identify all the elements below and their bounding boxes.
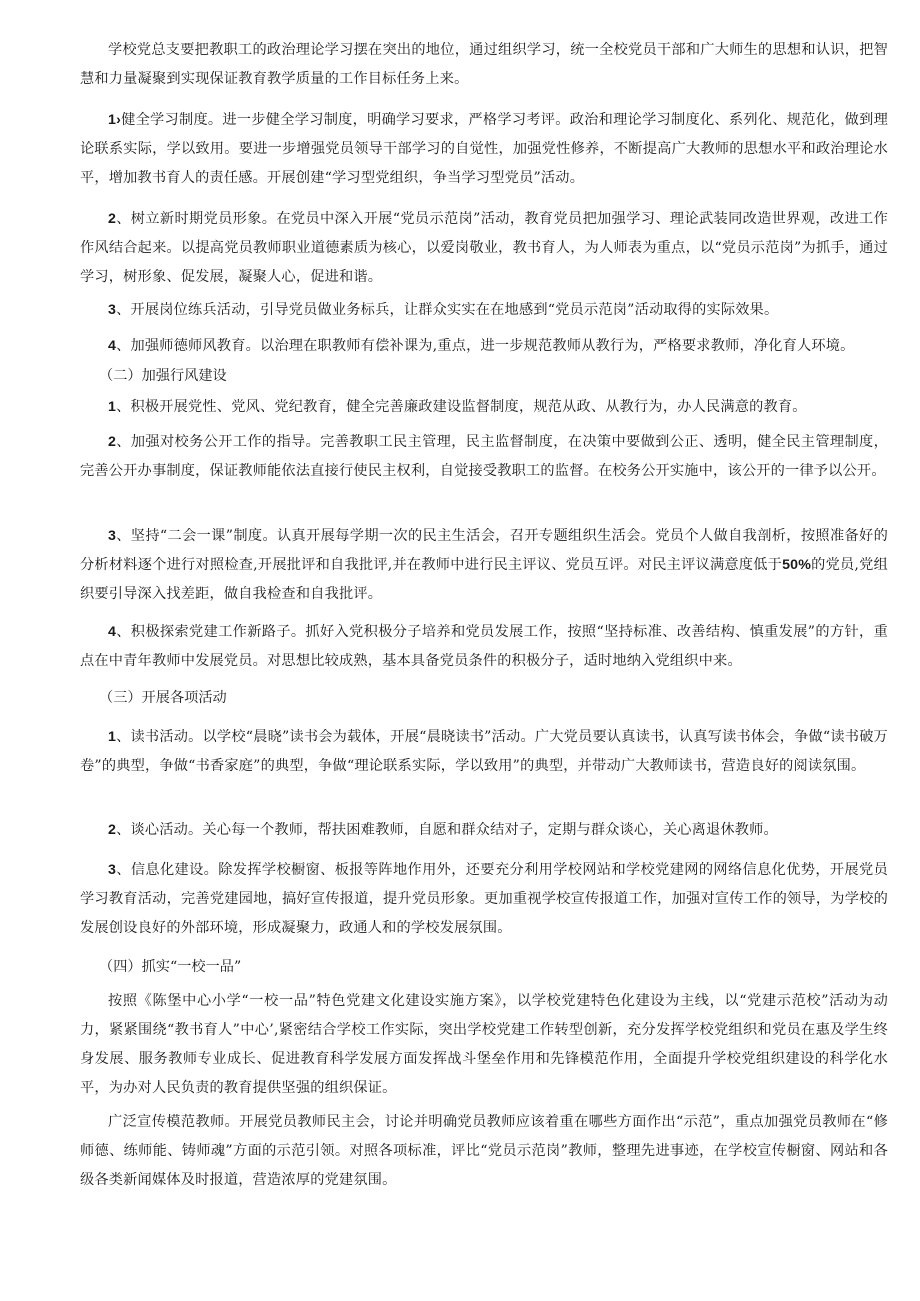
item-text: 、信息化建设。除发挥学校橱窗、板报等阵地作用外，还要充分利用学校网站和学校党建网的网络信息化优势，开展党员学习教育活动，完善党建园地，搞好宣传报道，提升党员形象。更加重视学校宣传报道工作，加强对宣传工作的领导，为学校的发展创设良好的外部环境，形成凝聚力，政通人和的学校发展氛围。: [80, 862, 888, 936]
s2-item-4: [80, 618, 888, 676]
item-number: 3: [108, 302, 117, 318]
item-text: 、加强对校务公开工作的指导。完善教职工民主管理，民主监督制度，在决策中要做到公正、透明，健全民主管理制度，完善公开办事制度，保证教师能依法直接行使民主权利，自觉接受教职工的监督。在校务公开实施中，该公开的一律予以公开。: [80, 434, 888, 479]
s3-item-2: [80, 816, 888, 845]
section-heading-4: （四）抓实“一校一品”: [99, 959, 242, 975]
s3-item-1: [80, 723, 888, 781]
item-text: 、读书活动。以学校“晨晓”读书会为载体，开展“晨晓读书”活动。广大党员要认真读书，认真写读书体会，争做“读书破万卷”的典型，争做“书香家庭”的典型，争做“理论联系实际，学以致用”的典型，并带动广大教师读书，营造良好的阅读氛围。: [80, 729, 888, 774]
item-number: 4: [108, 624, 117, 640]
item-number: 2: [108, 822, 117, 838]
item-text: 、开展岗位练兵活动，引导党员做业务标兵，让群众实实在在地感到“党员示范岗”活动取得的实际效果。: [116, 302, 779, 318]
item-text: 、树立新时期党员形象。在党员中深入开展“党员示范岗”活动，教育党员把加强学习、理论武装同改造世界观，改进工作作风结合起来。以提高党员教师职业道德素质为核心，以爱岗敬业，教书育人，为人师表为重点，以“党员示范岗”为抓手，通过学习，树形象、促发展，凝聚人心，促进和谐。: [80, 211, 888, 285]
item-number: 1: [108, 729, 117, 745]
item-text: 、积极探索党建工作新路子。抓好入党积极分子培养和党员发展工作，按照“坚持标准、改善结构、慎重发展”的方针，重点在中青年教师中发展党员。对思想比较成熟，基本具备党员条件的积极分子，适时地纳入党组织中来。: [80, 624, 888, 669]
item-number: 1: [108, 399, 117, 415]
item-number: 2: [108, 211, 117, 227]
s1-item-1: [80, 106, 888, 193]
section-heading-3: （三）开展各项活动: [99, 690, 227, 706]
item-text: 、加强师德师风教育。以治理在职教师有偿补课为,重点，进一步规范教师从教行为，严格要求教师，净化育人环境。: [116, 338, 855, 354]
item-text: 健全学习制度。进一步健全学习制度，明确学习要求，严格学习考评。政治和理论学习制度化、系列化、规范化，做到理论联系实际，学以致用。要进一步增强党员领导干部学习的自觉性，加强党性修养，不断提高广大教师的思想水平和政治理论水平，增加教书育人的责任感。开展创建“学习型党组织，争当学习型党员”活动。: [80, 112, 888, 186]
intro-paragraph: 学校党总支要把教职工的政治理论学习摆在突出的地位，通过组织学习，统一全校党员干部和广大师生的思想和认识，把智慧和力量凝聚到实现保证教育教学质量的工作目标任务上来。: [80, 42, 888, 87]
s3-item-3: [80, 856, 888, 943]
s2-item-2: [80, 428, 888, 486]
s2-item-3: [80, 522, 888, 609]
item-text: 、坚持“二会一课”制度。认真开展每学期一次的民主生活会，召开专题组织生活会。党员个人做自我剖析，按照准备好的分析材料逐个进行对照检查,开展批评和自我批评,并在教师中进行民主评议、党员互评。对民主评议满意度低于: [80, 528, 888, 573]
item-number: 4: [108, 338, 117, 354]
item-number: 2: [108, 434, 117, 450]
s1-item-4: [80, 332, 888, 361]
s1-item-2: [80, 205, 888, 292]
percent-value: 50%: [782, 557, 812, 573]
item-text: 的党员,党组织要引导深入找差距，做自我检查和自我批评。: [80, 557, 888, 602]
s4-paragraph-2: 广泛宣传模范教师。开展党员教师民主会，讨论并明确党员教师应该着重在哪些方面作出“示范”，重点加强党员教师在“修师德、练师能、铸师魂”方面的示范引领。对照各项标准，评比“党员示范岗”教师，整理先进事迹，在学校宣传橱窗、网站和各级各类新闻媒体及时报道，营造浓厚的党建氛围。: [80, 1114, 888, 1188]
s2-item-1: [80, 393, 888, 422]
item-text: 、谈心活动。关心每一个教师，帮扶困难教师，自愿和群众结对子，定期与群众谈心，关心离退休教师。: [116, 822, 778, 838]
item-text: 、积极开展党性、党风、党纪教育，健全完善廉政建设监督制度，规范从政、从教行为，办人民满意的教育。: [116, 399, 807, 415]
item-number: 1›: [108, 112, 122, 128]
section-heading-2: （二）加强行风建设: [99, 368, 227, 384]
item-number: 3: [108, 862, 117, 878]
item-number: 3: [108, 528, 117, 544]
s1-item-3: [80, 296, 888, 325]
s4-paragraph-1: 按照《陈堡中心小学“一校一品”特色党建文化建设实施方案》，以学校党建特色化建设为主线，以“党建示范校”活动为动力，紧紧围绕“教书育人”中心’,紧密结合学校工作实际，突出学校党建工作转型创新，充分发挥学校党组织和党员在惠及学生终身发展、服务教师专业成长、促进教育科学发展方面发挥战斗堡垒作用和先锋模范作用，全面提升学校党组织建设的科学化水平，为办对人民负责的教育提供坚强的组织保证。: [80, 993, 888, 1096]
